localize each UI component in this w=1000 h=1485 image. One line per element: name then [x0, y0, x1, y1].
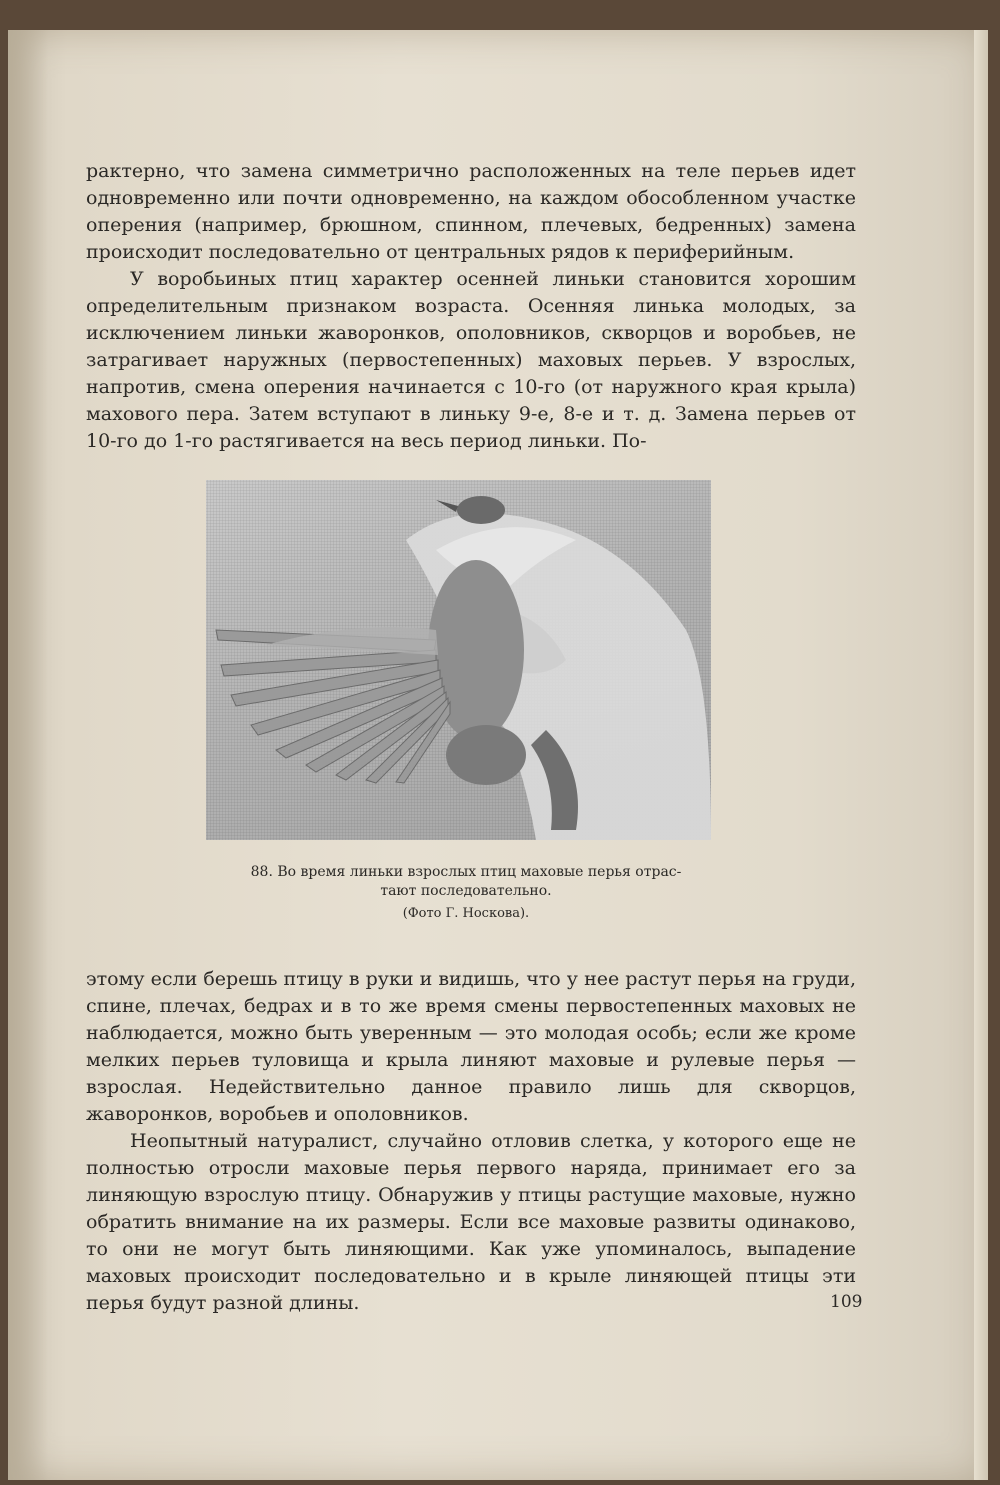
- paragraph-continuation: рактерно, что замена симметрично расположенных на теле перьев идет одновременно или почти одновременно, на каждом обособленном участке оперения (например, брюшном, спинном, плечевых, бедренных) замена происходит последовательно от центральных рядов к периферийным.: [86, 160, 856, 263]
- page-spine-shadow: [8, 30, 48, 1480]
- figure-caption-line2: тают последовательно.: [380, 883, 552, 899]
- top-text-block: [86, 158, 856, 455]
- paragraph-fledgling: Неопытный натуралист, случайно отловив слетка, у которого еще не полностью отросли маховые перья первого наряда, принимает его за линяющую взрослую птицу. Обнаружив у птицы растущие маховые, нужно обратить внимание на их размеры. Если все маховые развиты одинаково, то они не могут быть линяющими. Как уже упоминалось, выпадение маховых происходит последовательно и в крыле линяющей птицы эти перья будут разной длины.: [86, 1130, 856, 1314]
- figure-88-photo: [206, 480, 711, 840]
- figure-caption-line1: 88. Во время линьки взрослых птиц маховые перья отрас-: [250, 864, 682, 880]
- book-page: [8, 30, 988, 1480]
- bird-wing-hand-illustration: [206, 480, 711, 840]
- paragraph-autumn-molt: У воробьиных птиц характер осенней линьки становится хорошим определительным признаком возраста. Осенняя линька молодых, за исключением линьки жаворонков, ополовников, скворцов и воробьев, не затрагивает наружных (первостепенных) маховых перьев. У взрослых, напротив, смена оперения начинается с 10-го (от наружного края крыла) махового пера. Затем вступают в линьку 9-е, 8-е и т. д. Замена перьев от 10-го до 1-го растягивается на весь период линьки. По-: [86, 268, 856, 452]
- paragraph-age-rule: этому если берешь птицу в руки и видишь, что у нее растут перья на груди, спине, плечах, бедрах и в то же время смены первостепенных маховых не наблюдается, можно быть уверенным — это молодая особь; если же кроме мелких перьев туловища и крыла линяют маховые и рулевые перья — взрослая. Недействительно данное правило лишь для скворцов, жаворонков, воробьев и ополовников.: [86, 968, 856, 1125]
- page-number: 109: [830, 1292, 863, 1312]
- figure-photo-credit: (Фото Г. Носкова).: [402, 906, 530, 921]
- bottom-text-block: [86, 966, 856, 1317]
- page-edge: [974, 30, 988, 1480]
